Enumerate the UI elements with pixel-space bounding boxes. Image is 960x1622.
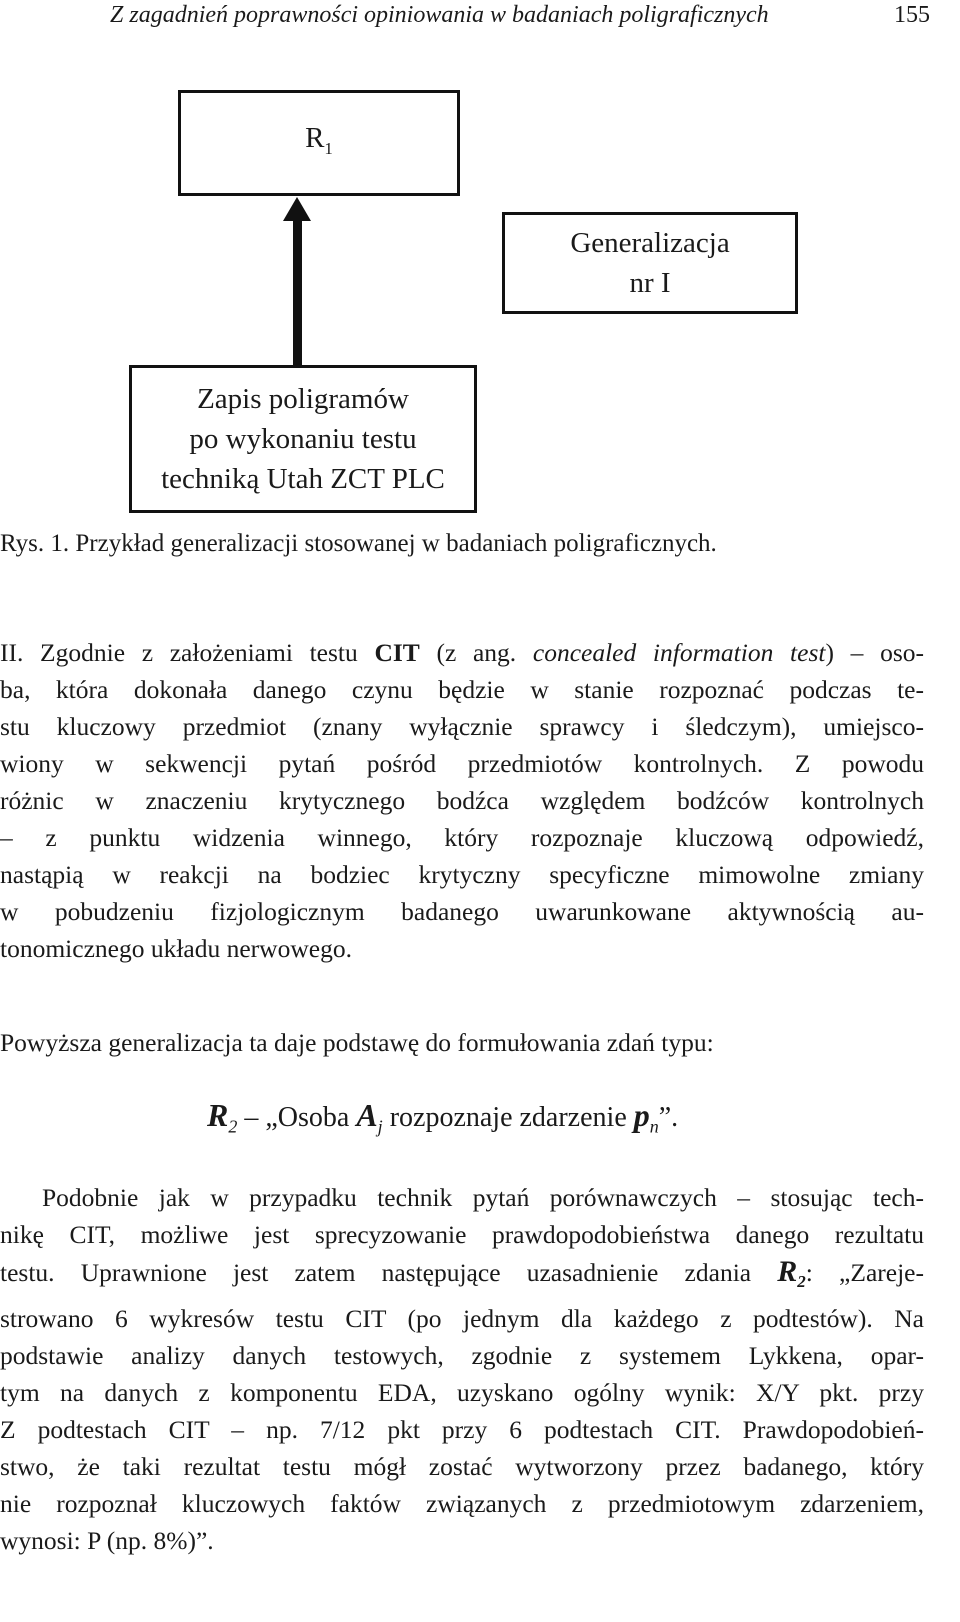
section-ii-line-2: ba, która dokonała danego czynu będzie w stanie rozpoznać podczas te- bbox=[0, 675, 924, 704]
arrow-shaft bbox=[293, 218, 302, 367]
formula-text-3: ”. bbox=[658, 1102, 679, 1133]
paragraph-3-line-9: nie rozpoznał kluczowych faktów związanych z przedmiotowym zdarzeniem, bbox=[0, 1489, 924, 1519]
generalization-line-1: Generalizacja bbox=[570, 227, 730, 259]
section-ii-line-8: w pobudzeniu fizjologicznym badanego uwarunkowane aktywnością au- bbox=[0, 897, 924, 926]
formula-text-1: – „Osoba bbox=[237, 1102, 357, 1133]
paragraph-3-line-7: Z podtestach CIT – np. 7/12 pkt przy 6 podtestach CIT. Prawdopodobień- bbox=[0, 1415, 924, 1445]
paragraph-3-line-5: podstawie analizy danych testowych, zgodnie z systemem Lykkena, opar- bbox=[0, 1341, 924, 1371]
r1-label: $R_1$ bbox=[305, 121, 333, 158]
record-line-1: Zapis poligramów bbox=[197, 383, 409, 415]
paragraph-3-line-10: wynosi: P (np. 8%)”. bbox=[0, 1526, 214, 1556]
formula-p-sub: n bbox=[649, 1116, 659, 1137]
formula-r2 bbox=[207, 1097, 678, 1138]
section-ii-line-7: nastąpią w reakcji na bodziec krytyczny specyficzne mimowolne zmiany bbox=[0, 860, 924, 889]
paragraph-3-line-6: tym na danych z komponentu EDA, uzyskano ogólny wynik: X/Y pkt. przy bbox=[0, 1378, 924, 1408]
paragraph-3-line-2: nikę CIT, możliwe jest sprecyzowanie prawdopodobieństwa danego rezultatu bbox=[0, 1220, 924, 1249]
section-ii-line-3: stu kluczowy przedmiot (znany wyłącznie sprawcy i śledczym), umiejsco- bbox=[0, 712, 924, 741]
running-head: Z zagadnień poprawności opiniowania w badaniach poligraficznych bbox=[110, 2, 769, 28]
formula-r: R bbox=[207, 1097, 229, 1133]
section-ii-line-9: tonomicznego układu nerwowego. bbox=[0, 934, 352, 963]
paragraph-3-line-3: testu. Uprawnione jest zatem następujące uzasadnienie zdania $R_2$: „Zareje- bbox=[0, 1255, 924, 1292]
r1-box bbox=[178, 90, 460, 196]
section-ii-line-5: różnic w znaczeniu krytycznego bodźca względem bodźców kontrolnych bbox=[0, 786, 924, 815]
section-ii-line-1: II. Zgodnie z założeniami testu CIT (z ang. concealed information test) – oso- bbox=[0, 638, 924, 667]
formula-text-2: rozpoznaje zdarzenie bbox=[382, 1102, 634, 1133]
figure-caption: Rys. 1. Przykład generalizacji stosowanej w badaniach poligraficznych. bbox=[0, 530, 717, 557]
formula-a-sub: j bbox=[377, 1116, 383, 1137]
record-box bbox=[129, 365, 477, 513]
paragraph-3 bbox=[0, 1179, 924, 1559]
generalization-box bbox=[502, 212, 798, 314]
paragraph-3-line-1: Podobnie jak w przypadku technik pytań porównawczych – stosując tech- bbox=[42, 1183, 924, 1212]
record-line-3: techniką Utah ZCT PLC bbox=[161, 463, 445, 495]
page-number: 155 bbox=[894, 2, 930, 28]
intro-line bbox=[0, 1024, 924, 1061]
formula-a: A bbox=[356, 1097, 378, 1133]
record-line-2: po wykonaniu testu bbox=[189, 423, 417, 455]
section-ii-line-6: – z punktu widzenia winnego, który rozpoznaje kluczową odpowiedź, bbox=[0, 823, 924, 852]
figure-diagram bbox=[0, 0, 960, 560]
generalization-line-2: nr I bbox=[629, 267, 671, 299]
paragraph-3-line-8: stwo, że taki rezultat testu mógł zostać wytworzony przez badanego, który bbox=[0, 1452, 924, 1482]
formula-p: p bbox=[633, 1097, 650, 1133]
paragraph-3-line-4: strowano 6 wykresów testu CIT (po jednym dla każdego z podtestów). Na bbox=[0, 1304, 924, 1334]
formula-r-sub: 2 bbox=[228, 1116, 238, 1137]
section-ii-paragraph bbox=[0, 634, 924, 967]
intro-text: Powyższa generalizacja ta daje podstawę do formułowania zdań typu: bbox=[0, 1028, 714, 1057]
section-ii-line-4: wiony w sekwencji pytań pośród przedmiotów kontrolnych. Z powodu bbox=[0, 749, 924, 778]
